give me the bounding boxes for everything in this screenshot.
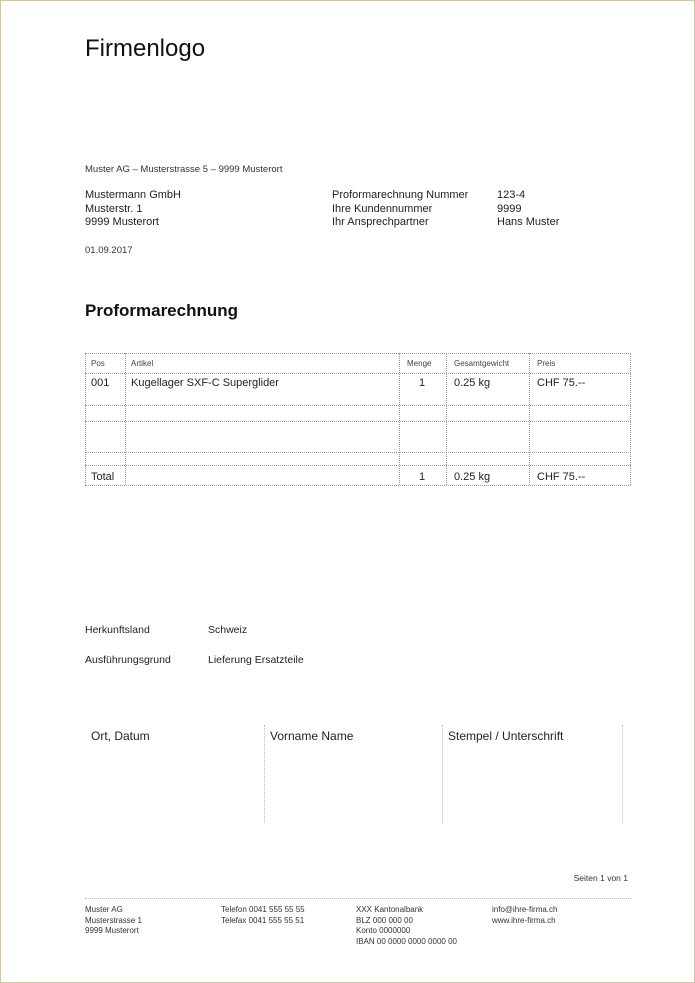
- recipient-line: Musterstr. 1: [85, 202, 143, 215]
- table-divider: [446, 353, 447, 485]
- table-rule: [85, 373, 631, 374]
- invoice-number-value: 123-4: [497, 189, 526, 201]
- meta-labels: [332, 189, 468, 230]
- recipient-line: Mustermann GmbH: [85, 189, 181, 201]
- footer-line: XXX Kantonalbank: [356, 905, 424, 914]
- footer-line: Musterstrasse 1: [85, 915, 142, 925]
- invoice-number-label: Proformarechnung Nummer: [332, 189, 469, 201]
- footer-email: info@ihre-firma.ch: [492, 905, 558, 914]
- row-menge: 1: [419, 377, 426, 389]
- table-rule: [85, 405, 631, 406]
- contact-person-value: Hans Muster: [497, 216, 560, 228]
- signature-field-place-date: [85, 725, 263, 823]
- footer-line: BLZ 000 000 00: [356, 915, 413, 925]
- table-divider: [125, 353, 126, 485]
- origin-value: Schweiz: [208, 624, 248, 636]
- header-artikel: Artikel: [131, 359, 154, 368]
- customer-number-value: 9999: [497, 202, 522, 215]
- table-rule: [85, 465, 631, 466]
- footer-line: Muster AG: [85, 905, 123, 914]
- table-rule: [85, 452, 631, 453]
- table-divider: [529, 353, 530, 485]
- items-table: [85, 353, 631, 485]
- footer-phone: [221, 905, 305, 926]
- total-gewicht: 0.25 kg: [454, 471, 491, 483]
- company-logo-text: Firmenlogo: [85, 35, 206, 62]
- table-divider: [399, 353, 400, 485]
- total-label: Total: [91, 471, 115, 483]
- footer-line: Konto 0000000: [356, 926, 411, 935]
- total-menge: 1: [419, 471, 426, 483]
- signature-field-stamp: [442, 725, 622, 823]
- page-counter: Seiten 1 von 1: [573, 873, 628, 883]
- header-preis: Preis: [537, 359, 556, 368]
- table-divider: [630, 353, 631, 485]
- footer-bank: [356, 905, 457, 947]
- row-preis: CHF 75.--: [537, 377, 586, 389]
- recipient-address: [85, 189, 181, 230]
- row-artikel: Kugellager SXF-C Superglider: [131, 377, 279, 389]
- table-divider: [85, 353, 86, 485]
- name-label: Vorname Name: [270, 729, 354, 743]
- signature-divider: [622, 725, 623, 823]
- footer-web: [492, 905, 557, 926]
- header-pos: Pos: [91, 359, 105, 368]
- place-date-label: Ort, Datum: [91, 729, 150, 743]
- footer-line: IBAN 00 0000 0000 0000 00: [356, 936, 457, 946]
- footer-line: Telefax 0041 555 55 51: [221, 915, 305, 925]
- stamp-signature-label: Stempel / Unterschrift: [448, 729, 564, 743]
- meta-values: [497, 189, 559, 230]
- table-rule: [85, 353, 631, 354]
- row-gewicht: 0.25 kg: [454, 377, 491, 389]
- row-pos: 001: [91, 377, 110, 389]
- table-rule: [85, 485, 631, 486]
- document-date: 01.09.2017: [85, 245, 133, 256]
- header-menge: Menge: [407, 359, 432, 368]
- sender-line: Muster AG – Musterstrasse 5 – 9999 Musterort: [85, 164, 283, 175]
- origin-label: Herkunftsland: [85, 624, 150, 636]
- footer-line: 9999 Musterort: [85, 926, 139, 935]
- table-rule: [85, 421, 631, 422]
- signature-field-name: [264, 725, 442, 823]
- footer-company: [85, 905, 142, 937]
- customer-number-label: Ihre Kundennummer: [332, 202, 433, 215]
- reason-label: Ausführungsgrund: [85, 654, 171, 666]
- total-preis: CHF 75.--: [537, 471, 586, 483]
- document-title: Proformarechnung: [85, 301, 239, 320]
- footer-line: Telefon 0041 555 55 55: [221, 905, 305, 914]
- footer-rule: [85, 898, 631, 899]
- contact-person-label: Ihr Ansprechpartner: [332, 216, 429, 228]
- recipient-line: 9999 Musterort: [85, 216, 159, 228]
- header-gesamtgewicht: Gesamtgewicht: [454, 359, 510, 368]
- reason-value: Lieferung Ersatzteile: [208, 654, 304, 666]
- footer-website: www.ihre-firma.ch: [492, 915, 556, 925]
